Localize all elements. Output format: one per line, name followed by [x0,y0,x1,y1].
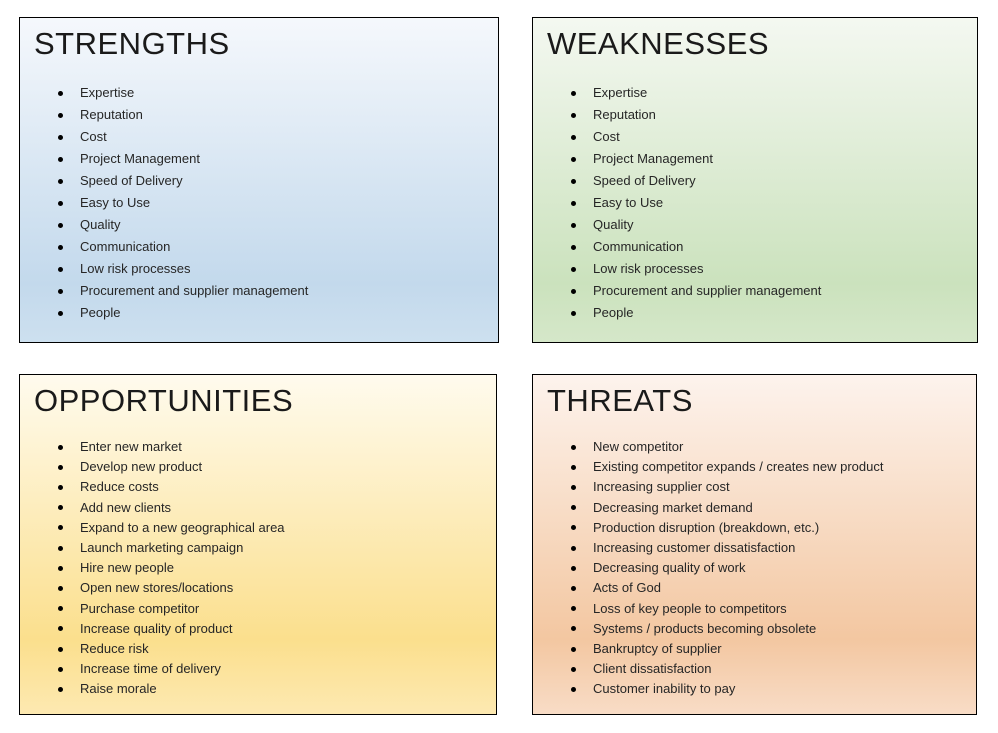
bullet-icon [58,626,63,631]
list-item [34,599,482,619]
list-item [547,437,962,457]
list-item-label: Loss of key people to competitors [593,600,787,616]
bullet-icon [58,113,63,118]
list-item [34,236,484,258]
list-item-label: Customer inability to pay [593,681,736,697]
list-item [34,214,484,236]
bullet-icon [58,485,63,490]
list-item-label: Increase quality of product [80,620,233,636]
list-item [34,619,482,639]
list-item [34,82,484,104]
list-item-label: Hire new people [80,560,174,576]
list-item-label: Speed of Delivery [593,173,696,188]
list-item-label: Increasing customer dissatisfaction [593,540,796,556]
list-item-label: Decreasing quality of work [593,560,746,576]
quadrant-weaknesses-title: WEAKNESSES [547,26,770,61]
list-item [547,477,962,497]
list-item-label: People [593,305,634,320]
list-item-label: New competitor [593,439,684,454]
list-item [34,126,484,148]
bullet-icon [58,586,63,591]
list-item [547,498,962,518]
quadrant-threats [532,374,977,715]
bullet-icon [58,505,63,510]
quadrant-weaknesses [532,17,978,343]
list-item-label: Reputation [593,107,656,122]
list-item [547,214,963,236]
bullet-icon [58,179,63,184]
list-item-label: Communication [80,239,171,254]
list-item-label: Production disruption (breakdown, etc.) [593,519,820,535]
list-item [547,280,963,302]
list-item [547,170,963,192]
bullet-icon [58,525,63,530]
list-item-label: Procurement and supplier management [80,283,309,298]
list-item-label: Cost [80,129,107,144]
list-item-label: Expertise [80,85,135,100]
bullet-icon [58,606,63,611]
list-item [547,236,963,258]
list-item-label: Bankruptcy of supplier [593,641,722,657]
list-item [34,518,482,538]
list-item-label: Existing competitor expands / creates new product [593,459,884,475]
list-item [34,457,482,477]
list-item-label: Raise morale [80,681,157,697]
list-item [547,599,962,619]
list-item-label: People [80,305,121,320]
list-item-label: Add new clients [80,499,172,515]
bullet-icon [58,135,63,140]
list-item-label: Speed of Delivery [80,173,183,188]
list-item [547,104,963,126]
list-item [34,477,482,497]
list-item-label: Open new stores/locations [80,580,234,596]
bullet-icon [571,626,576,631]
list-item-label: Cost [593,129,620,144]
bullet-icon [58,445,63,450]
list-item [547,619,962,639]
bullet-icon [58,201,63,206]
bullet-icon [571,113,576,118]
list-item [34,258,484,280]
bullet-icon [58,465,63,470]
bullet-icon [571,245,576,250]
list-item-label: Increase time of delivery [80,661,221,677]
list-item [547,518,962,538]
bullet-icon [58,647,63,652]
list-item-label: Launch marketing campaign [80,540,244,556]
bullet-icon [571,606,576,611]
bullet-icon [58,267,63,272]
bullet-icon [571,546,576,551]
list-item [547,639,962,659]
bullet-icon [58,157,63,162]
bullet-icon [571,201,576,206]
strengths-list [34,82,484,324]
bullet-icon [58,91,63,96]
list-item [547,192,963,214]
bullet-icon [58,687,63,692]
bullet-icon [571,223,576,228]
list-item [34,659,482,679]
list-item [34,148,484,170]
list-item-label: Purchase competitor [80,600,200,616]
list-item-label: Quality [80,217,121,232]
bullet-icon [571,157,576,162]
bullet-icon [58,667,63,672]
weaknesses-list [547,82,963,324]
bullet-icon [571,505,576,510]
bullet-icon [58,546,63,551]
quadrant-threats-title: THREATS [547,383,693,418]
bullet-icon [58,245,63,250]
bullet-icon [571,485,576,490]
list-item [547,126,963,148]
list-item [34,679,482,699]
list-item-label: Client dissatisfaction [593,661,712,677]
list-item-label: Decreasing market demand [593,499,753,515]
opportunities-list [34,437,482,700]
quadrant-opportunities [19,374,497,715]
bullet-icon [571,267,576,272]
bullet-icon [571,179,576,184]
bullet-icon [58,311,63,316]
list-item [34,558,482,578]
list-item-label: Acts of God [593,580,661,596]
bullet-icon [571,687,576,692]
list-item [547,538,962,558]
threats-list [547,437,962,700]
list-item-label: Easy to Use [80,195,151,210]
quadrant-strengths-title: STRENGTHS [34,26,230,61]
list-item-label: Reputation [80,107,143,122]
bullet-icon [58,223,63,228]
bullet-icon [58,566,63,571]
list-item [547,558,962,578]
list-item-label: Expand to a new geographical area [80,519,285,535]
list-item [547,302,963,324]
list-item-label: Low risk processes [593,261,704,276]
quadrant-opportunities-title: OPPORTUNITIES [34,383,294,418]
list-item [34,437,482,457]
bullet-icon [571,91,576,96]
list-item [547,258,963,280]
list-item [34,498,482,518]
bullet-icon [58,289,63,294]
bullet-icon [571,289,576,294]
list-item-label: Reduce risk [80,641,149,657]
bullet-icon [571,667,576,672]
list-item [547,82,963,104]
list-item-label: Procurement and supplier management [593,283,822,298]
list-item-label: Project Management [593,151,713,166]
list-item [547,148,963,170]
list-item-label: Project Management [80,151,200,166]
list-item [547,457,962,477]
list-item-label: Reduce costs [80,479,159,495]
list-item-label: Communication [593,239,684,254]
list-item [34,280,484,302]
list-item-label: Enter new market [80,439,182,454]
list-item [34,538,482,558]
list-item-label: Expertise [593,85,648,100]
list-item [34,192,484,214]
bullet-icon [571,586,576,591]
quadrant-strengths [19,17,499,343]
list-item [34,578,482,598]
list-item-label: Quality [593,217,634,232]
list-item [547,659,962,679]
list-item-label: Increasing supplier cost [593,479,730,495]
bullet-icon [571,465,576,470]
list-item [34,639,482,659]
list-item [547,679,962,699]
list-item-label: Easy to Use [593,195,664,210]
bullet-icon [571,445,576,450]
bullet-icon [571,525,576,530]
list-item-label: Systems / products becoming obsolete [593,620,817,636]
list-item [34,302,484,324]
list-item [34,170,484,192]
list-item-label: Develop new product [80,459,203,475]
list-item [547,578,962,598]
bullet-icon [571,135,576,140]
bullet-icon [571,566,576,571]
list-item [34,104,484,126]
bullet-icon [571,311,576,316]
bullet-icon [571,647,576,652]
list-item-label: Low risk processes [80,261,191,276]
